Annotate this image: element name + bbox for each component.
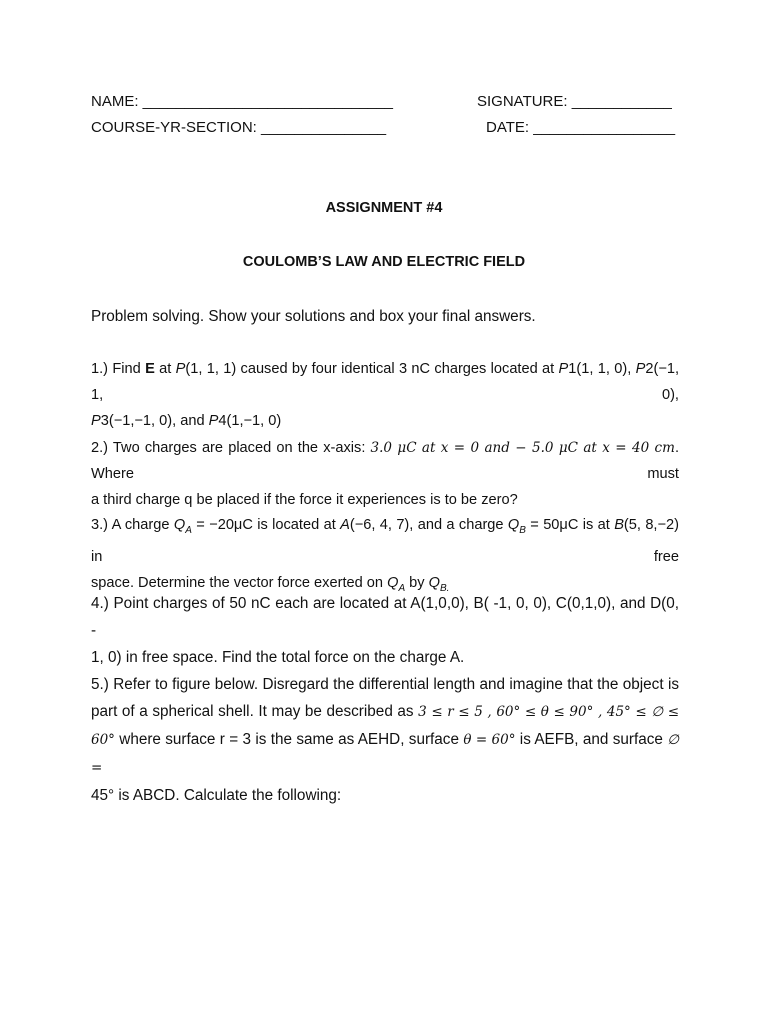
- assignment-title: ASSIGNMENT #4: [325, 200, 443, 216]
- problem-4-line-2: 1, 0) in free space. Find the total force on the charge A.: [91, 649, 465, 666]
- problem-2-line-1: 2.) Two charges are placed on the x-axis: 3.0 μC at x = 0 and − 5.0 μC at x = 40 cm. Where must: [91, 440, 679, 482]
- problem-3-line-1: 3.) A charge $Q_A = -20\mu C$ is located at A(−6, 4, 7), and a charge $Q_B = 50\mu C$ is at B(5, 8,−2) in free: [91, 517, 679, 565]
- problem-4: [91, 590, 679, 671]
- problem-1: [91, 356, 679, 434]
- problem-3: [91, 512, 679, 602]
- problem-4-line-1: 4.) Point charges of 50 nC each are located at A(1,0,0), B( -1, 0, 0), C(0,1,0), and D(0, -: [91, 595, 679, 639]
- name-field: NAME: ______________________________: [91, 93, 393, 110]
- problem-3-line-2: space. Determine the vector force exerted on $Q_A$ by $Q_{B.}$: [91, 574, 450, 594]
- problem-5-line-1: 5.) Refer to figure below. Disregard the differential length and imagine that the object is: [91, 676, 679, 693]
- date-field: DATE: _________________: [486, 119, 676, 136]
- problem-5-line-4: 45° is ABCD. Calculate the following:: [91, 787, 342, 804]
- problem-5-line-2: part of a spherical shell. It may be described as 3 ≤ r ≤ 5 , 60° ≤ θ ≤ 90° , 45° ≤ ∅ ≤: [91, 703, 680, 720]
- problem-1-line-2: P3(−1,−1, 0), and P4(1,−1, 0): [91, 413, 282, 429]
- problem-2-line-2: a third charge q be placed if the force it experiences is to be zero?: [91, 492, 518, 508]
- instructions-text: Problem solving. Show your solutions and box your final answers.: [91, 308, 536, 325]
- course-yr-section-field: COURSE-YR-SECTION: _______________: [91, 119, 387, 136]
- problem-5: [91, 671, 679, 809]
- signature-field: SIGNATURE: ____________: [477, 93, 672, 110]
- topic-title: COULOMB’S LAW AND ELECTRIC FIELD: [242, 254, 526, 270]
- problem-1-line-1: 1.) Find E at P(1, 1, 1) caused by four identical 3 nC charges located at P1(1, 1, 0), P2(−1, 1, 0),: [91, 361, 680, 403]
- problem-2: [91, 435, 679, 513]
- problem-5-line-3: 60° where surface r = 3 is the same as AEHD, surface θ = 60° is AEFB, and surface ∅ =: [91, 731, 680, 776]
